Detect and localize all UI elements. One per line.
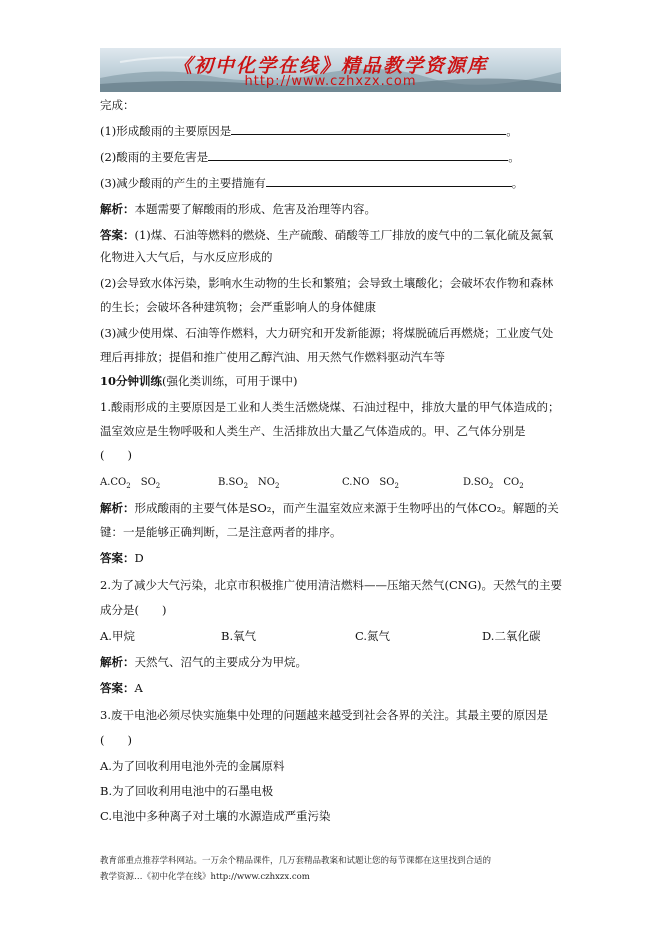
q1-line-2: 温室效应是生物呼吸和人类生产、生活排放出大量乙气体造成的。甲、乙气体分别是	[100, 424, 526, 438]
q2-option-c[interactable]: C.氮气	[355, 629, 391, 643]
q2-line-1: 2.为了减少大气污染，北京市积极推广使用清洁燃料——压缩天然气(CNG)。天然气的主要	[100, 578, 562, 592]
answer-1-line-6: 理后再排放；提倡和推广使用乙醇汽油、用天然气作燃料驱动汽车等	[100, 350, 445, 364]
q3-option-b[interactable]: B.为了回收利用电池中的石墨电极	[100, 784, 274, 798]
banner-title: 《初中化学在线》精品教学资源库	[172, 55, 488, 77]
q2-option-d[interactable]: D.二氧化碳	[482, 629, 541, 643]
q2-answer	[100, 680, 143, 696]
answer-1-line-2: 化物进入大气后，与水反应形成的	[100, 250, 273, 264]
answer-label: 答案：	[100, 681, 135, 695]
q1-option-d[interactable]: $D.SO_2$ $CO_2$	[463, 477, 524, 490]
blank-prefix: (3)减少酸雨的产生的主要措施有	[100, 176, 266, 190]
complete-label: 完成：	[100, 98, 135, 112]
q2-option-a[interactable]: A.甲烷	[100, 629, 135, 643]
blank-line-3	[100, 175, 523, 191]
footer-line-2: 教学资源…《初中化学在线》http://www.czhxzx.com	[100, 872, 310, 882]
answer-blank[interactable]	[231, 123, 506, 135]
header-banner	[100, 48, 561, 92]
section-title: 10分钟训练	[100, 374, 163, 388]
analysis-1	[100, 201, 376, 217]
answer-text: (1)煤、石油等燃料的燃烧、生产硫酸、硝酸等工厂排放的废气中的二氧化硫及氮氧	[134, 228, 554, 242]
section-heading	[100, 373, 298, 389]
answer-value: D	[134, 551, 144, 565]
q2-option-b[interactable]: B.氧气	[221, 629, 257, 643]
blank-prefix: (2)酸雨的主要危害是	[100, 150, 209, 164]
q3-line-1: 3.废干电池必须尽快实施集中处理的问题越来越受到社会各界的关注。其最主要的原因是	[100, 708, 548, 722]
answer-1-line-4: 的生长；会破坏各种建筑物；会严重影响人的身体健康	[100, 300, 376, 314]
answer-blank[interactable]	[208, 149, 508, 161]
q2-analysis	[100, 654, 307, 670]
section-note: (强化类训练，可用于课中)	[162, 374, 298, 388]
analysis-label: 解析：	[100, 202, 135, 216]
banner-url[interactable]: http://www.czhxzx.com	[244, 74, 417, 89]
blank-line-1	[100, 123, 518, 139]
page-footer	[100, 853, 563, 885]
analysis-label: 解析：	[100, 655, 135, 669]
answer-value: A	[134, 681, 143, 695]
answer-blank[interactable]	[266, 175, 512, 187]
answer-label: 答案：	[100, 228, 135, 242]
q1-option-b[interactable]: $B.SO_2$ $NO_2$	[218, 477, 280, 490]
analysis-text: 形成酸雨的主要气体是SO₂，而产生温室效应来源于生物呼出的气体CO₂。解题的关	[134, 501, 559, 515]
q1-analysis-line-1	[100, 500, 559, 516]
footer-line-1: 教育部重点推荐学科网站。一万余个精品课件，几万套精品教案和试题让您的每节课都在这里找到合适的	[100, 856, 492, 866]
q3-line-2: ( )	[100, 733, 132, 747]
blank-line-2	[100, 149, 520, 165]
q1-option-c[interactable]: C.NO $SO_2$	[342, 477, 399, 490]
q1-line-3: ( )	[100, 448, 132, 462]
blank-suffix: 。	[511, 176, 524, 190]
q3-option-a[interactable]: A.为了回收利用电池外壳的金属原料	[100, 759, 285, 773]
answer-1-line-5: (3)减少使用煤、石油等作燃料，大力研究和开发新能源；将煤脱硫后再燃烧；工业废气处	[100, 326, 554, 340]
blank-suffix: 。	[506, 124, 518, 138]
q1-line-1: 1.酸雨形成的主要原因是工业和人类生活燃烧煤、石油过程中，排放大量的甲气体造成的；	[100, 400, 560, 414]
answer-1-line-3: (2)会导致水体污染，影响水生动物的生长和繁殖；会导致土壤酸化；会破坏农作物和森林	[100, 276, 554, 290]
q1-option-a[interactable]: $A.CO_2$ $SO_2$	[100, 477, 161, 490]
blank-suffix: 。	[508, 150, 520, 164]
analysis-label: 解析：	[100, 501, 135, 515]
q1-analysis-line-2: 键：一是能够正确判断，二是注意两者的排序。	[100, 525, 342, 539]
q3-option-c[interactable]: C.电池中多种离子对土壤的水源造成严重污染	[100, 809, 331, 823]
blank-prefix: (1)形成酸雨的主要原因是	[100, 124, 232, 138]
q2-line-2: 成分是( )	[100, 603, 167, 617]
analysis-text: 天然气、沼气的主要成分为甲烷。	[134, 655, 307, 669]
q1-answer	[100, 550, 144, 566]
answer-label: 答案：	[100, 551, 135, 565]
analysis-text: 本题需要了解酸雨的形成、危害及治理等内容。	[134, 202, 376, 216]
answer-1-line-1	[100, 227, 553, 243]
